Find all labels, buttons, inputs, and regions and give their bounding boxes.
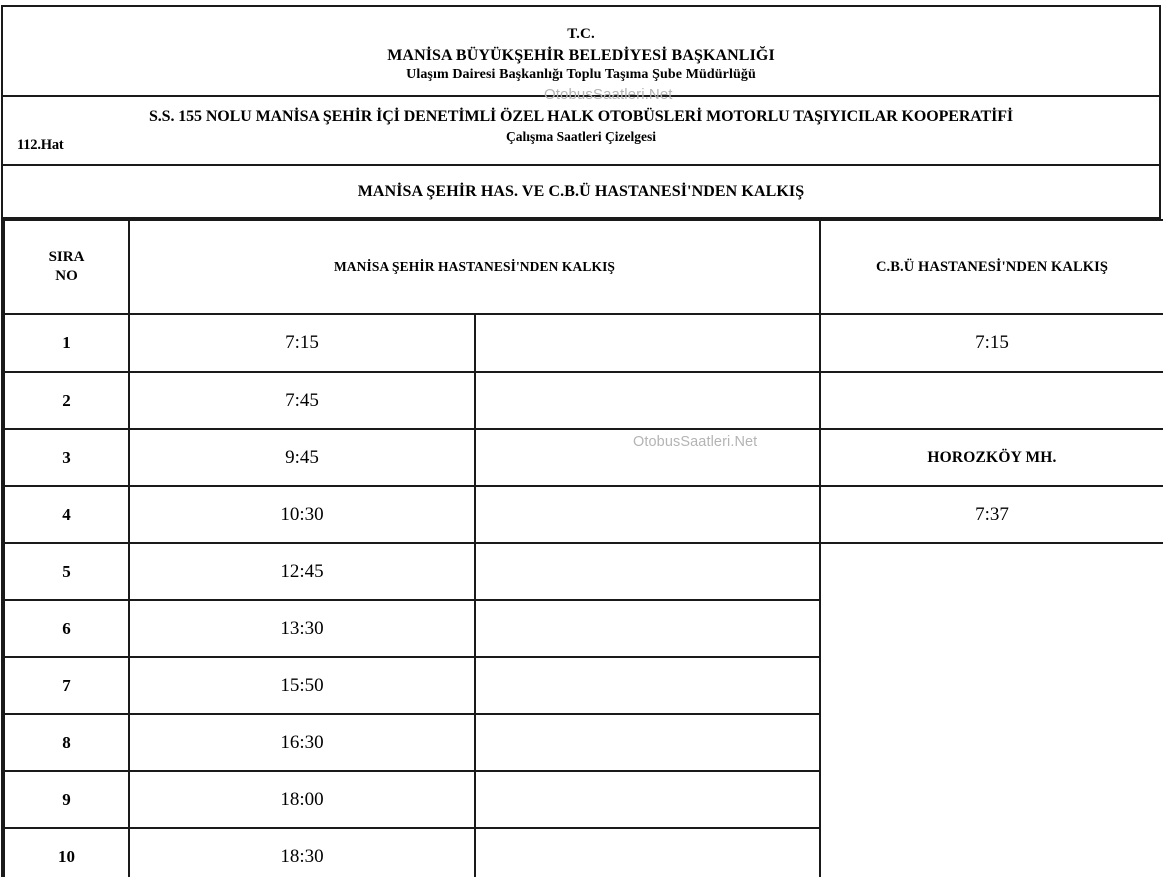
column-header-manisa-sehir-hastanesi: MANİSA ŞEHİR HASTANESİ'NDEN KALKIŞ xyxy=(129,220,820,314)
row-number-cell: 10 xyxy=(4,828,129,877)
sira-no-line-1: SIRA xyxy=(48,249,85,266)
organization-line-3: Ulaşım Dairesi Başkanlığı Toplu Taşıma Şube Müdürlüğü xyxy=(406,66,756,82)
row-number-cell: 1 xyxy=(4,314,129,372)
row-number-cell: 6 xyxy=(4,600,129,657)
table-row xyxy=(4,429,1163,486)
manisa-sehir-hastanesi-time-cell: 13:30 xyxy=(129,600,475,657)
secondary-time-cell xyxy=(475,714,820,771)
watermark-row: OtobusSaatleri.Net xyxy=(633,434,758,450)
cbu-hastanesi-time-cell xyxy=(820,828,1163,877)
cbu-hastanesi-time-cell: 7:37 xyxy=(820,486,1163,543)
table-row xyxy=(4,657,1163,714)
cbu-hastanesi-time-cell xyxy=(820,372,1163,429)
manisa-sehir-hastanesi-time-cell: 15:50 xyxy=(129,657,475,714)
secondary-time-cell xyxy=(475,543,820,600)
route-title-band xyxy=(3,166,1159,219)
cbu-hastanesi-time-cell: 7:15 xyxy=(820,314,1163,372)
route-code-label: 112.Hat xyxy=(17,137,64,153)
schedule-subtitle: Çalışma Saatleri Çizelgesi xyxy=(506,129,656,144)
cooperative-header xyxy=(3,97,1159,166)
cooperative-name: S.S. 155 NOLU MANİSA ŞEHİR İÇİ DENETİMLİ ÖZEL HALK OTOBÜSLERİ MOTORLU TAŞIYICILAR KOOPERATİFİ xyxy=(148,108,1014,125)
organization-line-2: MANİSA BÜYÜKŞEHİR BELEDİYESİ BAŞKANLIĞI xyxy=(387,46,775,64)
table-row xyxy=(4,714,1163,771)
manisa-sehir-hastanesi-time-cell: 7:45 xyxy=(129,372,475,429)
table-row xyxy=(4,771,1163,828)
row-number-cell: 4 xyxy=(4,486,129,543)
table-row xyxy=(4,372,1163,429)
manisa-sehir-hastanesi-time-cell: 10:30 xyxy=(129,486,475,543)
table-row xyxy=(4,600,1163,657)
table-row xyxy=(4,828,1163,877)
manisa-sehir-hastanesi-time-cell: 18:30 xyxy=(129,828,475,877)
table-row xyxy=(4,486,1163,543)
secondary-time-cell xyxy=(475,828,820,877)
table-header-row xyxy=(4,220,1163,314)
row-number-cell: 9 xyxy=(4,771,129,828)
row-number-cell: 2 xyxy=(4,372,129,429)
cbu-hastanesi-time-cell xyxy=(820,771,1163,828)
manisa-sehir-hastanesi-time-cell: 16:30 xyxy=(129,714,475,771)
watermark-top: OtobusSaatleri.Net xyxy=(544,86,673,103)
manisa-sehir-hastanesi-time-cell: 18:00 xyxy=(129,771,475,828)
row-number-cell: 3 xyxy=(4,429,129,486)
organization-header xyxy=(3,7,1159,97)
row-number-cell: 7 xyxy=(4,657,129,714)
secondary-time-cell xyxy=(475,429,820,486)
manisa-sehir-hastanesi-time-cell: 7:15 xyxy=(129,314,475,372)
column-header-cbu-hastanesi: C.B.Ü HASTANESİ'NDEN KALKIŞ xyxy=(820,220,1163,314)
cbu-hastanesi-time-cell xyxy=(820,657,1163,714)
schedule-table xyxy=(3,219,1163,877)
table-body xyxy=(4,314,1163,877)
manisa-sehir-hastanesi-time-cell: 9:45 xyxy=(129,429,475,486)
cbu-note-cell: HOROZKÖY MH. xyxy=(820,429,1163,486)
secondary-time-cell xyxy=(475,314,820,372)
secondary-time-cell xyxy=(475,657,820,714)
manisa-sehir-hastanesi-time-cell: 12:45 xyxy=(129,543,475,600)
sira-no-line-2: NO xyxy=(55,268,78,284)
secondary-time-cell xyxy=(475,486,820,543)
cbu-hastanesi-time-cell xyxy=(820,600,1163,657)
secondary-time-cell xyxy=(475,372,820,429)
secondary-time-cell xyxy=(475,600,820,657)
organization-line-1: T.C. xyxy=(567,26,595,42)
row-number-cell: 5 xyxy=(4,543,129,600)
secondary-time-cell xyxy=(475,771,820,828)
schedule-sheet xyxy=(1,5,1161,877)
table-row xyxy=(4,543,1163,600)
column-header-sira-no xyxy=(4,220,129,314)
table-head xyxy=(4,220,1163,314)
route-title: MANİSA ŞEHİR HAS. VE C.B.Ü HASTANESİ'NDEN KALKIŞ xyxy=(357,182,805,200)
cbu-hastanesi-time-cell xyxy=(820,714,1163,771)
row-number-cell: 8 xyxy=(4,714,129,771)
cbu-hastanesi-time-cell xyxy=(820,543,1163,600)
table-row xyxy=(4,314,1163,372)
